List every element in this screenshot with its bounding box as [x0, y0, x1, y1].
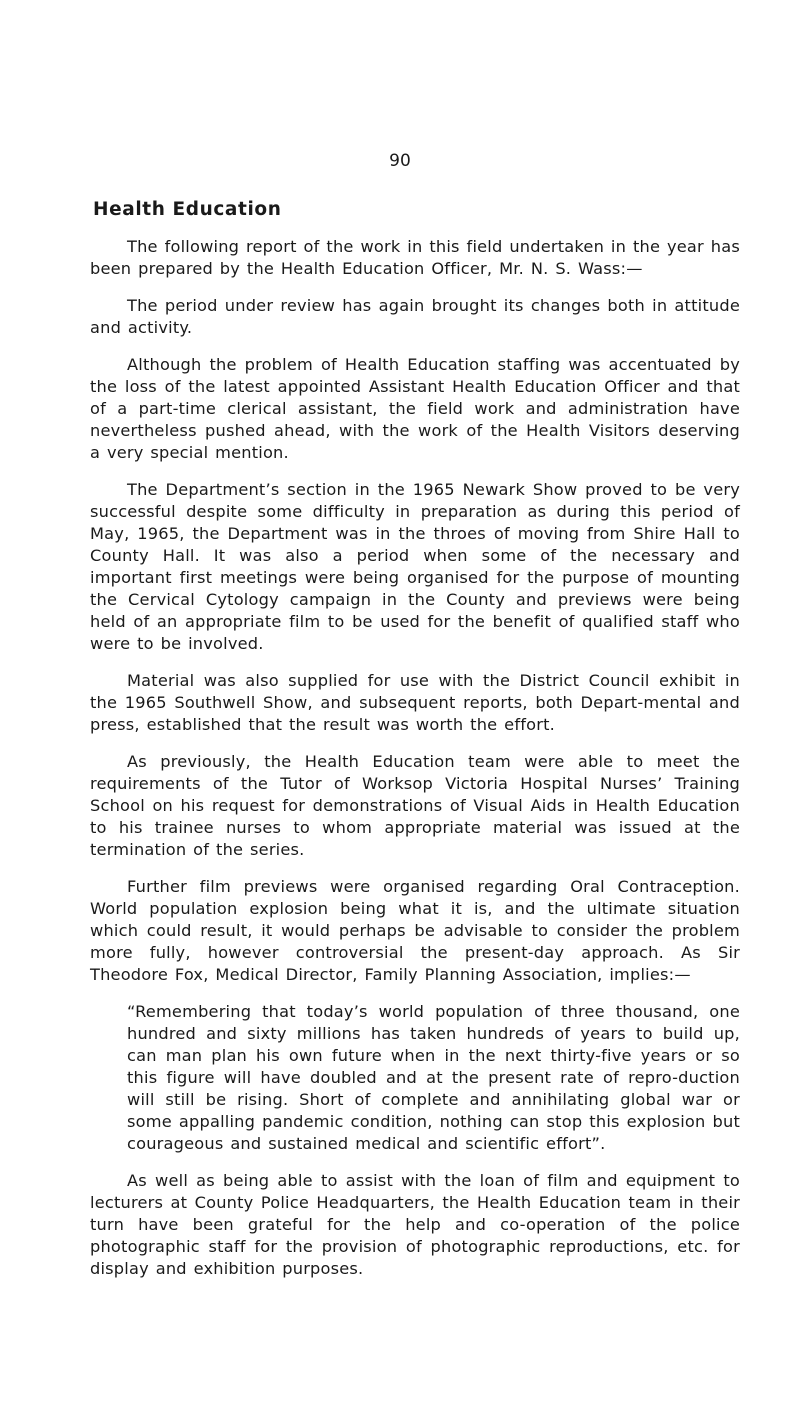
paragraph-southwell-show: Material was also supplied for use with the District Council exhibit in the 1965 Southwell Show, and subsequent reports, both Depart-mental and press, established that the result was worth the effort.: [90, 671, 740, 734]
page-number: 90: [389, 151, 411, 171]
paragraph-police-cooperation: As well as being able to assist with the loan of film and equipment to lecturers at County Police Headquarters, the Health Education team in their turn have been grateful for the help and co-operation of the police photographic staff for the provision of photographic reproductions, etc. for display and exhibition purposes.: [90, 1171, 740, 1278]
section-heading: Health Education: [93, 199, 282, 220]
report-body: [90, 236, 740, 1295]
paragraph-period-review: The period under review has again brought its changes both in attitude and activity.: [90, 296, 740, 337]
paragraph-intro: The following report of the work in this field undertaken in the year has been prepared by the Health Education Officer, Mr. N. S. Wass:—: [90, 237, 740, 278]
paragraph-nurses-training: As previously, the Health Education team were able to meet the requirements of the Tutor of Worksop Victoria Hospital Nurses’ Training School on his request for demonstrations of Visual Aids in Health Education to his trainee nurses to whom appropriate material was issued at the termination of the series.: [90, 752, 740, 859]
paragraph-contraception: Further film previews were organised regarding Oral Contraception. World population explosion being what it is, and the ultimate situation which could result, it would perhaps be advisable to consider the problem more fully, however controversial the present-day approach. As Sir Theodore Fox, Medical Director, Family Planning Association, implies:—: [90, 877, 740, 984]
quotation-block: “Remembering that today’s world population of three thousand, one hundred and sixty millions has taken hundreds of years to build up, can man plan his own future when in the next thirty-five years or so this figure will have doubled and at the present rate of repro-duction will still be rising. Short of complete and annihilating global war or some appalling pandemic condition, nothing can stop this explosion but courageous and sustained medical and scientific effort”.: [127, 1002, 740, 1153]
paragraph-newark-show: The Department’s section in the 1965 Newark Show proved to be very successful despite some difficulty in preparation as during this period of May, 1965, the Department was in the throes of moving from Shire Hall to County Hall. It was also a period when some of the necessary and important first meetings were being organised for the purpose of mounting the Cervical Cytology campaign in the County and previews were being held of an appropriate film to be used for the benefit of qualified staff who were to be involved.: [90, 480, 740, 653]
paragraph-staffing: Although the problem of Health Education staffing was accentuated by the loss of the latest appointed Assistant Health Education Officer and that of a part-time clerical assistant, the field work and administration have nevertheless pushed ahead, with the work of the Health Visitors deserving a very special mention.: [90, 355, 740, 462]
